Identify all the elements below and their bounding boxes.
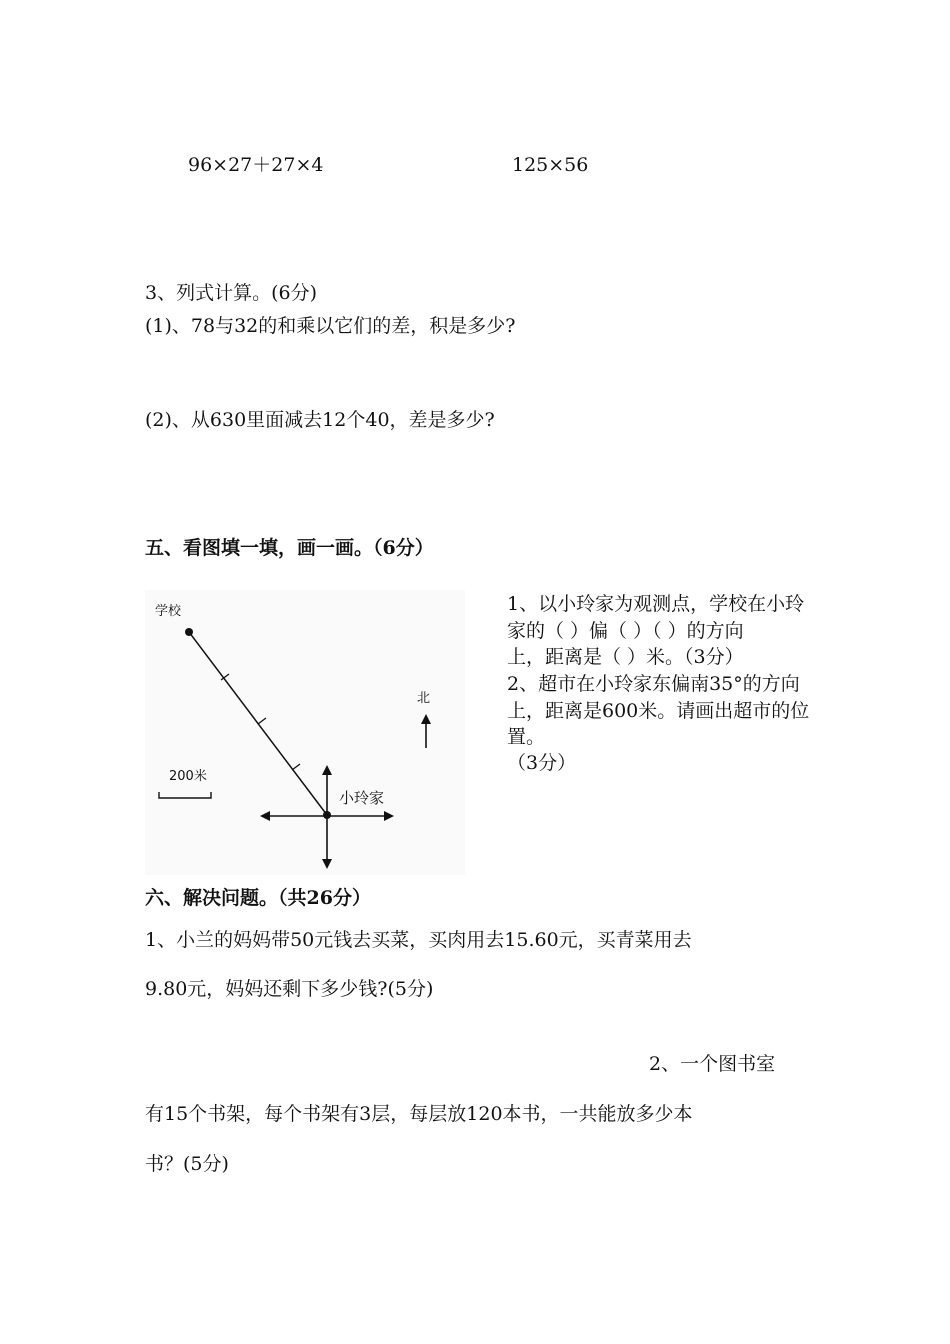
expression-2: 125×56	[512, 154, 589, 176]
section-5-q2-line-1: 2、超市在小玲家东偏南35°的方向	[507, 673, 800, 695]
problem-2-line-2: 有15个书架，每个书架有3层，每层放120本书，一共能放多少本	[145, 1103, 693, 1125]
section-5-q1-line-1: 1、以小玲家为观测点，学校在小玲	[507, 593, 805, 615]
problem-2-line-1: 2、一个图书室	[649, 1053, 776, 1075]
section-3-question-1: (1)、78与32的和乘以它们的差，积是多少?	[145, 315, 516, 337]
scale-bar	[159, 792, 211, 798]
distance-tick	[292, 764, 300, 770]
section-3-question-2: (2)、从630里面减去12个40，差是多少?	[145, 409, 495, 431]
north-arrow-head	[421, 714, 431, 724]
home-label: 小玲家	[339, 789, 385, 807]
section-5-q2-line-4: （3分）	[507, 752, 577, 774]
section-5-q2-line-3: 置。	[507, 726, 546, 748]
north-axis-arrow-head	[322, 765, 332, 775]
section-5-q2-line-2: 上，距离是600米。请画出超市的位	[507, 700, 810, 722]
problem-1-line-2: 9.80元，妈妈还剩下多少钱?(5分)	[145, 978, 434, 1000]
south-axis-arrow-head	[322, 859, 332, 869]
section-5-q1-line-2: 家的（ ）偏（ ）（ ）的方向	[507, 620, 744, 642]
west-arrow-head	[260, 811, 270, 821]
distance-tick	[258, 718, 266, 724]
section-3-title: 3、列式计算。(6分)	[145, 282, 318, 304]
scale-label: 200米	[169, 769, 207, 784]
east-arrow-head	[384, 811, 394, 821]
section-5-q1-line-3: 上，距离是（ ）米。（3分）	[507, 646, 744, 668]
section-6-title: 六、解决问题。（共26分）	[145, 887, 371, 909]
school-label: 学校	[155, 604, 182, 619]
problem-1-line-1: 1、小兰的妈妈带50元钱去买菜，买肉用去15.60元，买青菜用去	[145, 929, 692, 951]
home-point	[323, 811, 331, 819]
section-5-title: 五、看图填一填，画一画。（6分）	[145, 537, 434, 559]
north-label: 北	[417, 691, 431, 706]
problem-2-line-3: 书？(5分)	[145, 1153, 229, 1175]
expression-1: 96×27＋27×4	[188, 154, 324, 176]
direction-diagram	[145, 590, 465, 875]
